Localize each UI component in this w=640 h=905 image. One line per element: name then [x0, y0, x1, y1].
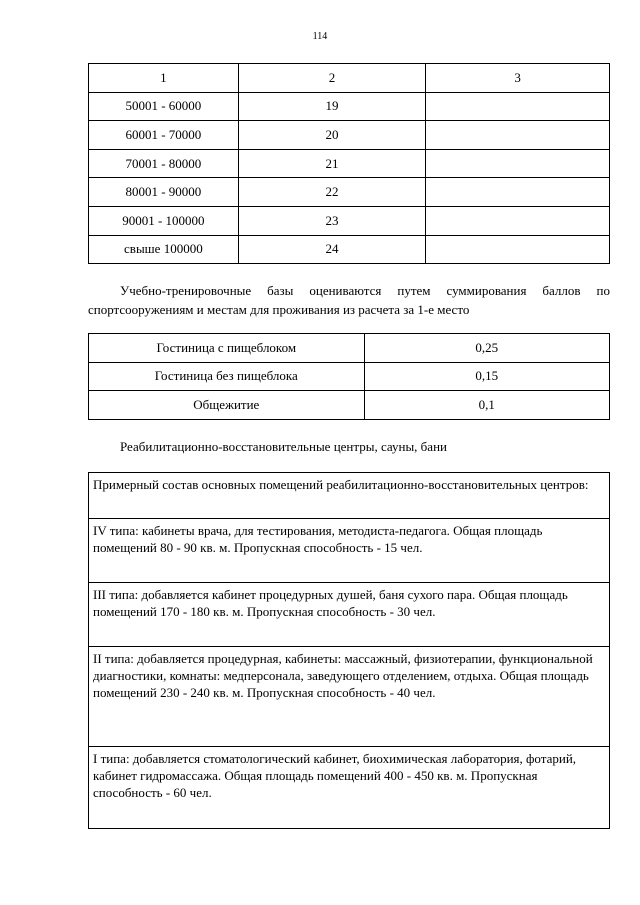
- table-row: [89, 235, 610, 264]
- table-row: [89, 391, 610, 420]
- rehab-centers-table: [88, 472, 610, 829]
- table-cell: [426, 178, 610, 207]
- table-row: [89, 149, 610, 178]
- table-cell: IV типа: кабинеты врача, для тестирования, методиста-педагога. Общая площадь помещений 80 - 90 кв. м. Пропускная способность - 15 чел.: [89, 519, 610, 583]
- table-cell: [426, 121, 610, 150]
- table-row: [89, 583, 610, 647]
- table-cell: 60001 - 70000: [89, 121, 239, 150]
- table-header-cell: 3: [426, 64, 610, 93]
- table-row: [89, 473, 610, 519]
- table-row: [89, 206, 610, 235]
- table-cell: 90001 - 100000: [89, 206, 239, 235]
- table-cell: [426, 235, 610, 264]
- accommodation-table: [88, 333, 610, 420]
- table-cell: 22: [238, 178, 426, 207]
- table-row: [89, 178, 610, 207]
- table-cell: 19: [238, 92, 426, 121]
- page-number: 114: [312, 31, 328, 42]
- table-cell: 0,15: [364, 362, 609, 391]
- table-header-cell: 1: [89, 64, 239, 93]
- table-cell: 80001 - 90000: [89, 178, 239, 207]
- table-cell: [426, 92, 610, 121]
- table-cell: [426, 206, 610, 235]
- table-cell: 24: [238, 235, 426, 264]
- table-cell: II типа: добавляется процедурная, кабинеты: массажный, физиотерапии, функциональной диагностики, комнаты: медперсонала, заведующего отделением, отдыха. Общая площадь помещений 230 - 240 кв. м. Пропускная способность - 40 чел.: [89, 647, 610, 747]
- score-table: [88, 63, 610, 264]
- training-bases-paragraph: [88, 281, 610, 319]
- table-cell: 70001 - 80000: [89, 149, 239, 178]
- table-row: [89, 519, 610, 583]
- table-cell: Гостиница с пищеблоком: [89, 334, 365, 363]
- table-cell: свыше 100000: [89, 235, 239, 264]
- table-row: [89, 647, 610, 747]
- table-cell: III типа: добавляется кабинет процедурных душей, баня сухого пара. Общая площадь помещений 170 - 180 кв. м. Пропускная способность - 30 чел.: [89, 583, 610, 647]
- table-row: [89, 362, 610, 391]
- table-row: [89, 121, 610, 150]
- table-cell: 0,25: [364, 334, 609, 363]
- paragraph-text: Реабилитационно-восстановительные центры, сауны, бани: [120, 439, 447, 454]
- table-cell: 23: [238, 206, 426, 235]
- table-cell: [426, 149, 610, 178]
- table-cell: Гостиница без пищеблока: [89, 362, 365, 391]
- table-cell: 21: [238, 149, 426, 178]
- table-row: [89, 747, 610, 829]
- table-header-row: [89, 64, 610, 93]
- paragraph-text: Учебно-тренировочные базы оцениваются путем суммирования баллов по спортсооружениям и местам для проживания из расчета за 1-е место: [88, 283, 610, 317]
- table-cell: 20: [238, 121, 426, 150]
- table-cell: 50001 - 60000: [89, 92, 239, 121]
- rehab-centers-heading: [88, 437, 610, 456]
- table-cell: 0,1: [364, 391, 609, 420]
- table-header-cell: 2: [238, 64, 426, 93]
- table-row: [89, 334, 610, 363]
- table-cell: Примерный состав основных помещений реабилитационно-восстановительных центров:: [89, 473, 610, 519]
- table-cell: I типа: добавляется стоматологический кабинет, биохимическая лаборатория, фотарий, кабинет гидромассажа. Общая площадь помещений 400 - 450 кв. м. Пропускная способность - 60 чел.: [89, 747, 610, 829]
- table-row: [89, 92, 610, 121]
- table-cell: Общежитие: [89, 391, 365, 420]
